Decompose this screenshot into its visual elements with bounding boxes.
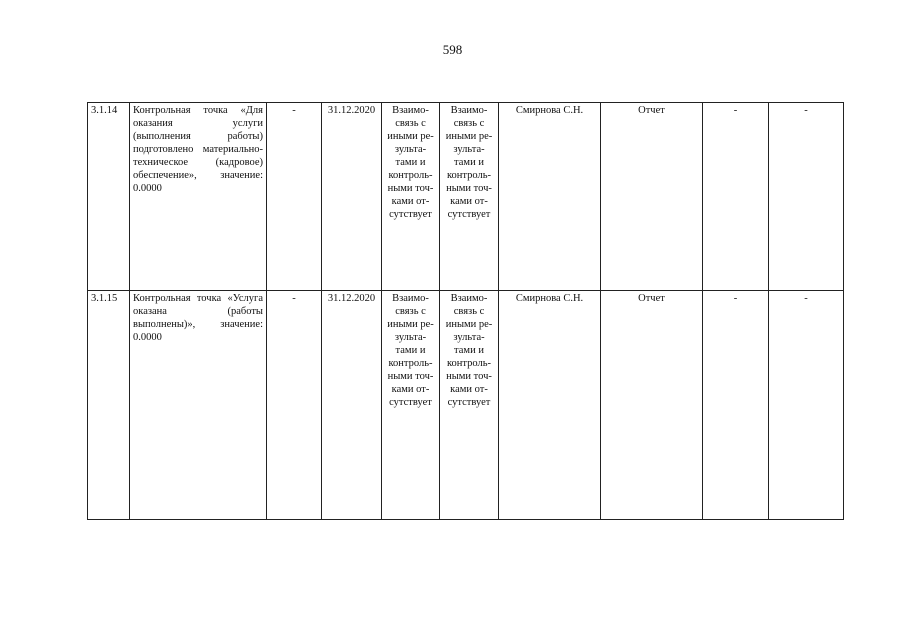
- relation-cell: Взаимо- связь с иными ре- зульта- тами и контроль- ными точ- ками от- сутствует: [440, 103, 499, 291]
- responsible-person: Смирнова С.Н.: [499, 103, 601, 291]
- document-type: Отчет: [601, 291, 703, 520]
- relation-cell: Взаимо- связь с иными ре- зульта- тами и контроль- ными точ- ками от- сутствует: [382, 103, 440, 291]
- control-point-name: Контрольная точка «Услуга оказана (работы выполнены)», значение: 0.0000: [130, 291, 267, 520]
- cell-dash: -: [769, 291, 844, 520]
- document-type: Отчет: [601, 103, 703, 291]
- cell-dash: -: [703, 103, 769, 291]
- cell-dash: -: [267, 103, 322, 291]
- cell-dash: -: [769, 103, 844, 291]
- page-number: 598: [442, 42, 463, 57]
- control-point-name: Контрольная точка «Для оказания услуги (выполнения работы) подготовлено материально-техническое (кадровое) обеспечение», значение: 0.0000: [130, 103, 267, 291]
- table-row: [88, 291, 844, 520]
- relation-cell: Взаимо- связь с иными ре- зульта- тами и контроль- ными точ- ками от- сутствует: [440, 291, 499, 520]
- relation-cell: Взаимо- связь с иными ре- зульта- тами и контроль- ными точ- ками от- сутствует: [382, 291, 440, 520]
- row-number: 3.1.15: [88, 291, 130, 520]
- table-row: [88, 103, 844, 291]
- deadline-date: 31.12.2020: [322, 103, 382, 291]
- row-number: 3.1.14: [88, 103, 130, 291]
- control-points-table: [87, 102, 844, 520]
- cell-dash: -: [703, 291, 769, 520]
- deadline-date: 31.12.2020: [322, 291, 382, 520]
- cell-dash: -: [267, 291, 322, 520]
- responsible-person: Смирнова С.Н.: [499, 291, 601, 520]
